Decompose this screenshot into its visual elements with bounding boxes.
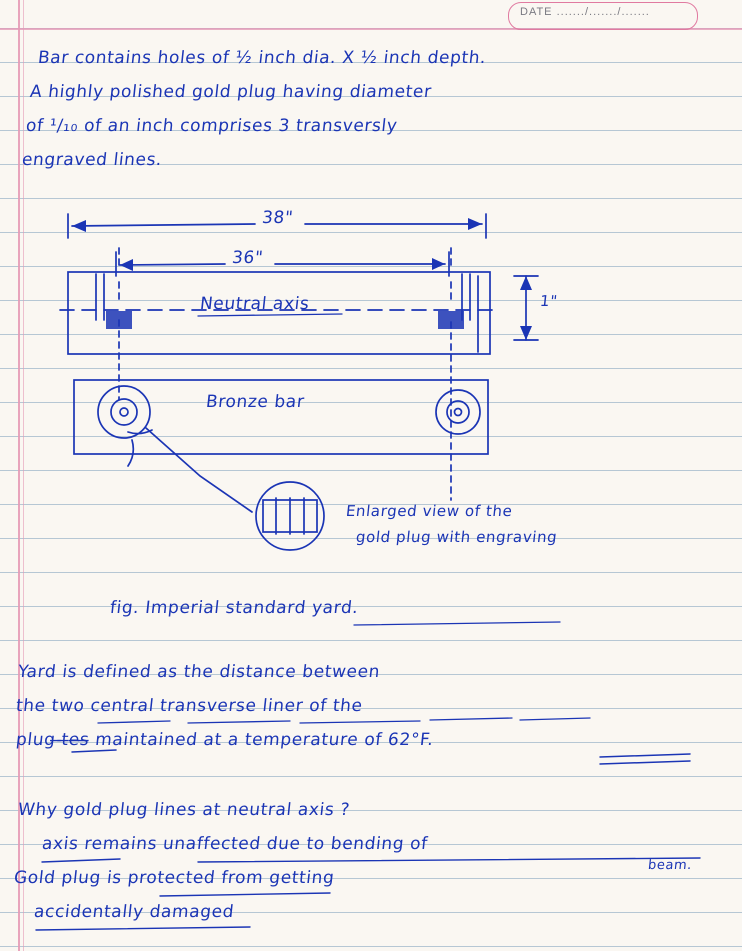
para-top-line-2: A highly polished gold plug having diameter <box>28 82 433 102</box>
dim-total-label: 38" <box>260 208 295 228</box>
rule-line <box>0 266 742 267</box>
definition-line-1: Yard is defined as the distance between <box>16 662 382 682</box>
figure-caption: fig. Imperial standard yard. <box>108 598 360 618</box>
answer-line-3: accidentally damaged <box>32 902 236 922</box>
rule-line <box>0 436 742 437</box>
question-heading: Why gold plug lines at neutral axis ? <box>16 800 352 820</box>
answer-line-1: axis remains unaffected due to bending of <box>40 834 429 854</box>
rule-line <box>0 572 742 573</box>
rule-line <box>0 198 742 199</box>
rule-line <box>0 776 742 777</box>
bronze-bar-label: Bronze bar <box>204 392 306 412</box>
rule-line <box>0 640 742 641</box>
rule-line <box>0 300 742 301</box>
definition-line-2: the two central transverse liner of the <box>14 696 364 716</box>
answer-line-1-trailer: beam. <box>647 858 693 873</box>
answer-line-2: Gold plug is protected from getting <box>12 868 336 888</box>
dim-height-label: 1" <box>539 292 559 310</box>
date-label: DATE ......./......./....... <box>520 6 650 18</box>
definition-line-3: plug ̶t̶e̶s̶ maintained at a temperature of 62°F. <box>14 730 435 750</box>
para-top-line-4: engraved lines. <box>20 150 164 170</box>
dim-inner-label: 36" <box>230 248 265 268</box>
rule-line <box>0 946 742 947</box>
enlarged-view-label-1: Enlarged view of the <box>345 502 514 520</box>
para-top-line-3: of ¹/₁₀ of an inch comprises 3 transversly <box>24 116 399 136</box>
para-top-line-1: Bar contains holes of ½ inch dia. X ½ inch depth. <box>36 48 488 68</box>
rule-line <box>0 368 742 369</box>
rule-line <box>0 334 742 335</box>
rule-line <box>0 232 742 233</box>
rule-line <box>0 402 742 403</box>
neutral-axis-label: Neutral axis <box>198 294 311 314</box>
enlarged-view-label-2: gold plug with engraving <box>355 528 559 546</box>
rule-line <box>0 470 742 471</box>
